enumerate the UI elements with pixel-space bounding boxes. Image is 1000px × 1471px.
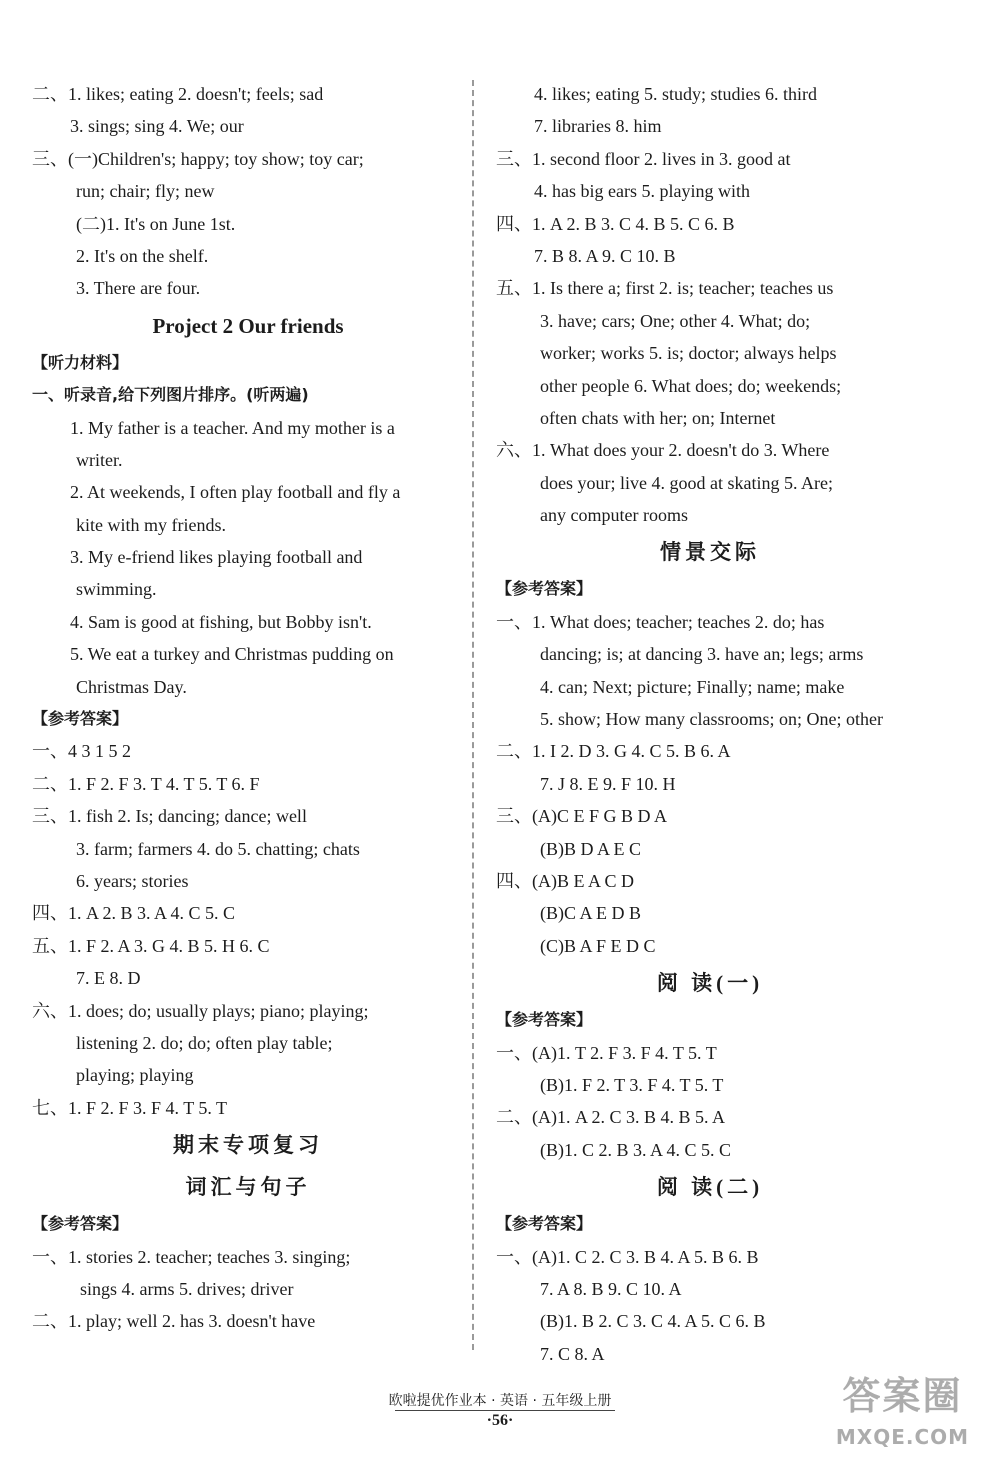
answer-line: does your; live 4. good at skating 5. Are;	[540, 472, 833, 493]
answer-line: 五、1. F 2. A 3. G 4. B 5. H 6. C	[32, 935, 270, 956]
answer-line: 7. E 8. D	[76, 968, 141, 989]
answer-line: 二、(A)1. A 2. C 3. B 4. B 5. A	[496, 1107, 726, 1128]
answer-line: (B)C A E D B	[540, 903, 642, 924]
answer-line: 六、1. What does your 2. doesn't do 3. Where	[496, 440, 830, 461]
listening-sentence: 1. My father is a teacher. And my mother is a	[70, 417, 395, 438]
listening-sentence: swimming.	[76, 579, 157, 600]
answer-line: 7. B 8. A 9. C 10. B	[534, 245, 676, 266]
answer-line: 3. farm; farmers 4. do 5. chatting; chats	[76, 838, 360, 859]
answer-line: 7. A 8. B 9. C 10. A	[540, 1278, 682, 1299]
answer-line: 3. have; cars; One; other 4. What; do;	[540, 310, 811, 331]
answer-line: 4. likes; eating 5. study; studies 6. third	[534, 84, 817, 104]
column-divider	[472, 80, 474, 1350]
answer-line: 三、(一)Children's; happy; toy show; toy car;	[32, 148, 364, 169]
answer-line: playing; playing	[76, 1065, 194, 1086]
section-title-final-review: 期末专项复习	[173, 1133, 323, 1158]
answer-line: 四、(A)B E A C D	[496, 870, 635, 891]
answer-line: (B)1. C 2. B 3. A 4. C 5. C	[540, 1139, 732, 1160]
section-header-answers: 【参考答案】	[496, 579, 593, 599]
answer-line: 二、1. play; well 2. has 3. doesn't have	[32, 1311, 316, 1332]
section-title-reading-1: 阅 读(一)	[656, 971, 764, 996]
answer-line: often chats with her; on; Internet	[540, 407, 776, 428]
section-title-situational: 情景交际	[660, 540, 760, 565]
answer-line: 三、1. second floor 2. lives in 3. good at	[496, 148, 791, 169]
answer-line: other people 6. What does; do; weekends;	[540, 375, 842, 396]
answer-line: 4. has big ears 5. playing with	[534, 181, 750, 202]
answer-line: 七、1. F 2. F 3. F 4. T 5. T	[32, 1097, 228, 1118]
answer-line: 3. sings; sing 4. We; our	[70, 116, 244, 137]
answer-line: run; chair; fly; new	[76, 181, 215, 202]
answer-line: listening 2. do; do; often play table;	[76, 1032, 333, 1053]
section-title-vocab: 词汇与句子	[185, 1175, 311, 1200]
answer-line: 7. libraries 8. him	[534, 116, 662, 137]
answer-line: 四、1. A 2. B 3. C 4. B 5. C 6. B	[496, 213, 735, 234]
answer-line: 6. years; stories	[76, 870, 189, 891]
answer-line: 2. It's on the shelf.	[76, 245, 209, 266]
answer-line: 7. J 8. E 9. F 10. H	[540, 773, 676, 794]
answer-line: 四、1. A 2. B 3. A 4. C 5. C	[32, 903, 236, 924]
listening-sentence: 4. Sam is good at fishing, but Bobby isn't.	[70, 611, 372, 632]
answer-line: (C)B A F E D C	[540, 935, 656, 956]
answer-line: 六、1. does; do; usually plays; piano; playing;	[32, 1000, 369, 1021]
answer-line: worker; works 5. is; doctor; always helps	[540, 343, 837, 364]
answer-line: 一、1. stories 2. teacher; teaches 3. singing;	[32, 1246, 351, 1267]
answer-line: dancing; is; at dancing 3. have an; legs; arms	[540, 644, 864, 665]
section-title-project2: Project 2 Our friends	[152, 313, 344, 338]
answer-line: 5. show; How many classrooms; on; One; other	[540, 709, 883, 730]
answer-line: 7. C 8. A	[540, 1343, 605, 1364]
watermark-logo-text: 答案圈	[842, 1374, 963, 1418]
watermark-url: MXQE.COM	[835, 1425, 970, 1449]
answer-line: 一、(A)1. T 2. F 3. F 4. T 5. T	[496, 1042, 717, 1063]
answer-line: 三、1. fish 2. Is; dancing; dance; well	[32, 806, 307, 827]
answer-line: 4. can; Next; picture; Finally; name; make	[540, 676, 845, 697]
section-header-listening: 【听力材料】	[32, 352, 129, 372]
answer-line: 二、1. I 2. D 3. G 4. C 5. B 6. A	[496, 741, 731, 762]
answer-line: (B)1. F 2. T 3. F 4. T 5. T	[540, 1074, 724, 1095]
listening-sentence: 2. At weekends, I often play football and fly a	[70, 482, 401, 503]
answer-line: 一、1. What does; teacher; teaches 2. do; has	[496, 611, 825, 632]
answer-line: 一、(A)1. C 2. C 3. B 4. A 5. B 6. B	[496, 1246, 759, 1267]
section-header-answers: 【参考答案】	[32, 1214, 129, 1234]
watermark	[810, 1368, 995, 1468]
page-number: ·56·	[486, 1412, 514, 1429]
answer-line: 五、1. Is there a; first 2. is; teacher; teaches us	[496, 278, 834, 299]
answer-line: 3. There are four.	[76, 278, 201, 299]
footer-rule	[395, 1410, 615, 1411]
footer-book-title: 欧啦提优作业本 · 英语 · 五年级上册	[388, 1393, 612, 1409]
listening-sentence: 3. My e-friend likes playing football and	[70, 547, 363, 568]
listening-sentence: kite with my friends.	[76, 514, 226, 535]
section-header-answers: 【参考答案】	[496, 1010, 593, 1030]
section-header-answers: 【参考答案】	[496, 1214, 593, 1234]
section-title-reading-2: 阅 读(二)	[656, 1175, 764, 1200]
answer-line: 一、4 3 1 5 2	[32, 741, 131, 762]
answer-line: 二、1. likes; eating 2. doesn't; feels; sad	[32, 84, 324, 104]
listening-task: 一、听录音,给下列图片排序。(听两遍)	[32, 385, 309, 405]
answer-line: (B)B D A E C	[540, 838, 642, 859]
right-column	[496, 78, 924, 1370]
answer-line: 三、(A)C E F G B D A	[496, 806, 668, 827]
answer-line: sings 4. arms 5. drives; driver	[80, 1278, 294, 1299]
listening-sentence: Christmas Day.	[76, 676, 187, 697]
answer-line: (二)1. It's on June 1st.	[76, 213, 236, 234]
listening-sentence: writer.	[76, 449, 123, 470]
section-header-answers: 【参考答案】	[32, 709, 129, 729]
answer-line: any computer rooms	[540, 505, 688, 526]
left-column	[32, 78, 464, 1338]
listening-sentence: 5. We eat a turkey and Christmas pudding on	[70, 644, 394, 665]
answer-line: (B)1. B 2. C 3. C 4. A 5. C 6. B	[540, 1311, 766, 1332]
answer-line: 二、1. F 2. F 3. T 4. T 5. T 6. F	[32, 773, 260, 794]
